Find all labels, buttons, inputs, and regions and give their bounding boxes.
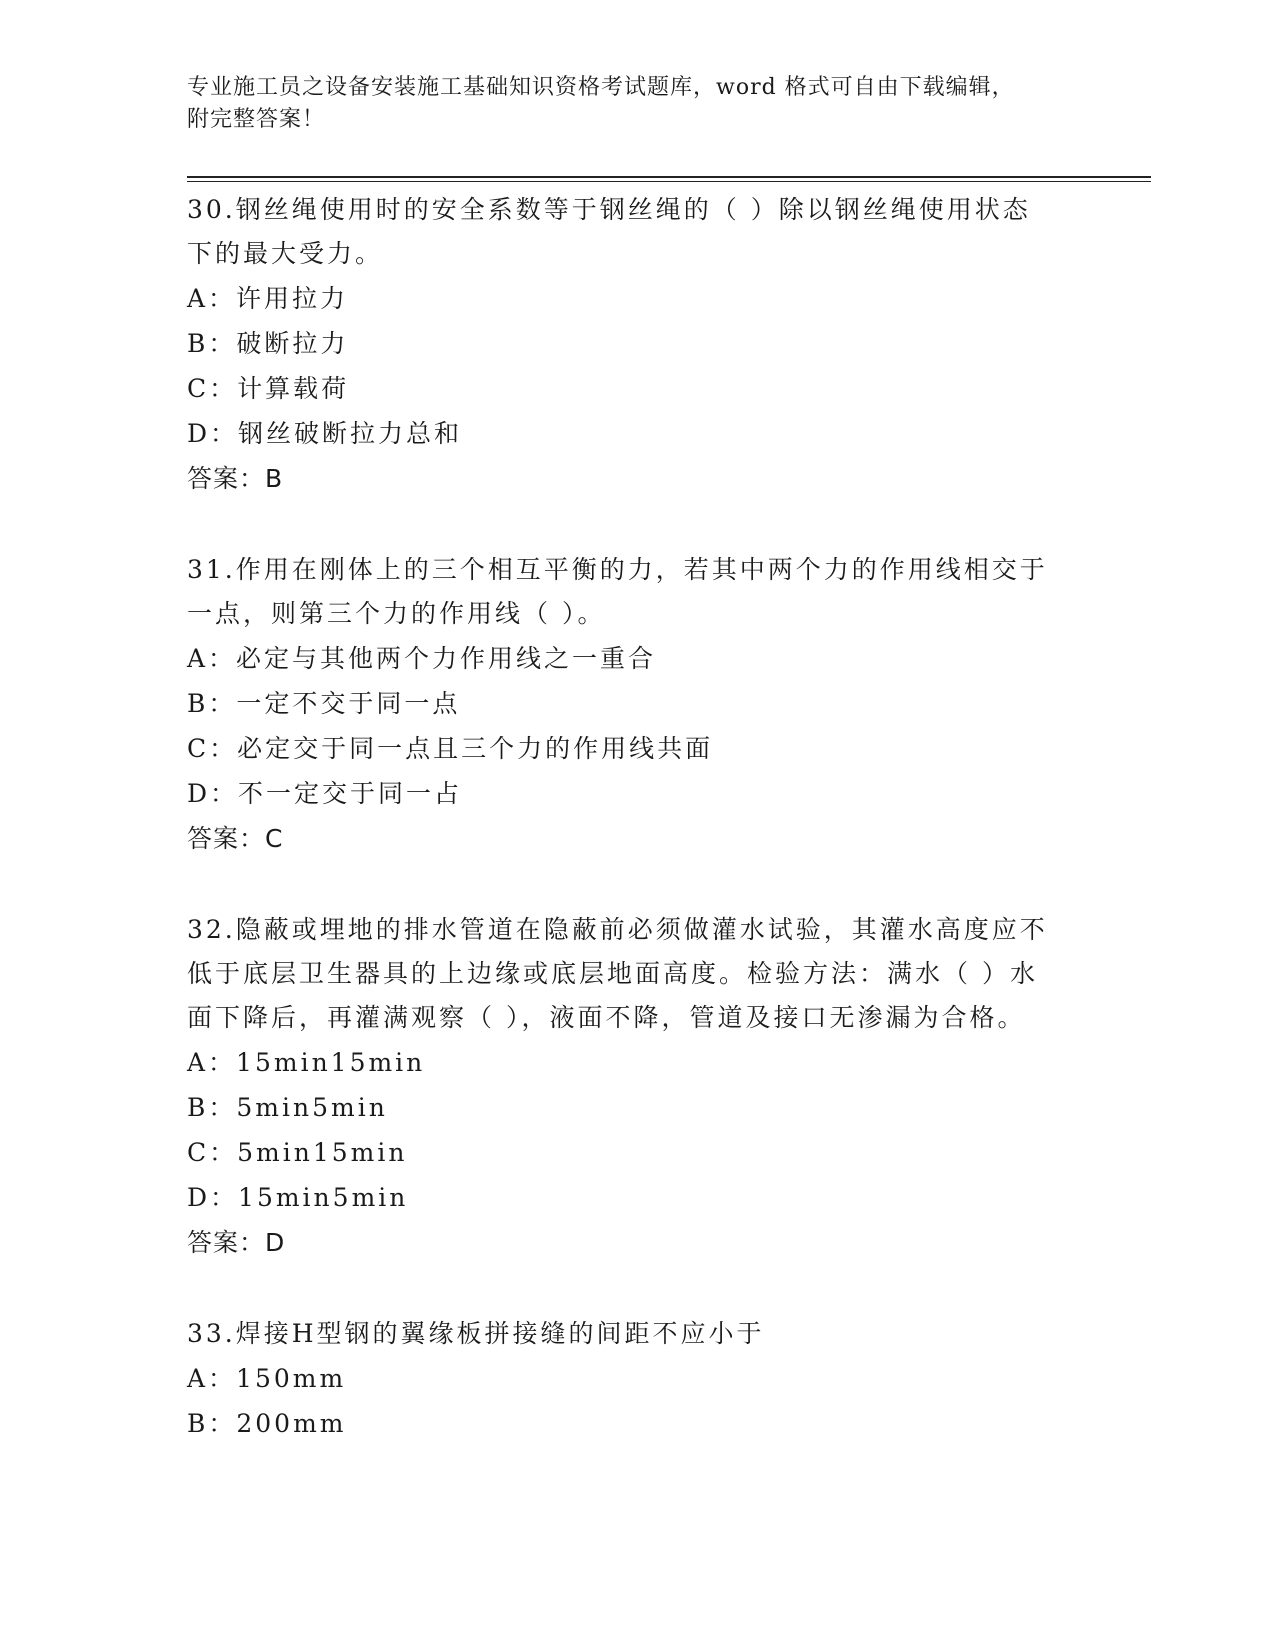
option-d: D：不一定交于同一占 (187, 779, 463, 808)
header-divider-thick (187, 176, 1151, 178)
option-b: B：5min5min (187, 1093, 388, 1122)
question-stem-line: 面下降后，再灌满观察（ ），液面不降，管道及接口无渗漏为合格。 (187, 1003, 1026, 1032)
question-stem-line: 低于底层卫生器具的上边缘或底层地面高度。检验方法：满水（ ）水 (187, 959, 1038, 988)
answer: 答案：C (187, 824, 284, 853)
option-c: C：5min15min (187, 1138, 408, 1167)
option-c: C：必定交于同一点且三个力的作用线共面 (187, 734, 714, 763)
option-d: D：15min5min (187, 1183, 409, 1212)
question-33 (187, 1312, 1087, 1446)
question-stem-line: 下的最大受力。 (187, 239, 384, 268)
question-31 (187, 548, 1087, 862)
option-a: A：许用拉力 (187, 284, 349, 313)
answer: 答案：D (187, 1228, 286, 1257)
answer: 答案：B (187, 464, 284, 493)
question-stem-line: 30.钢丝绳使用时的安全系数等于钢丝绳的（ ）除以钢丝绳使用状态 (187, 195, 1031, 224)
header-divider-thin (187, 181, 1151, 182)
header-line-1: 专业施工员之设备安装施工基础知识资格考试题库，word 格式可自由下载编辑， (187, 75, 1015, 100)
option-b: B：200mm (187, 1409, 347, 1438)
question-stem-line: 一点，则第三个力的作用线（ ）。 (187, 599, 606, 628)
option-c: C：计算载荷 (187, 374, 350, 403)
option-d: D：钢丝破断拉力总和 (187, 419, 463, 448)
question-stem-line: 33.焊接H型钢的翼缘板拼接缝的间距不应小于 (187, 1319, 765, 1348)
option-b: B：一定不交于同一点 (187, 689, 461, 718)
document-header (187, 72, 1087, 136)
option-b: B：破断拉力 (187, 329, 349, 358)
question-30 (187, 188, 1087, 502)
option-a: A：150mm (187, 1364, 347, 1393)
option-a: A：15min15min (187, 1048, 426, 1077)
header-line-2: 附完整答案！ (187, 107, 326, 132)
question-32 (187, 908, 1087, 1266)
question-list (187, 188, 1087, 1492)
question-stem-line: 32.隐蔽或埋地的排水管道在隐蔽前必须做灌水试验，其灌水高度应不 (187, 915, 1048, 944)
question-stem-line: 31.作用在刚体上的三个相互平衡的力，若其中两个力的作用线相交于 (187, 555, 1048, 584)
option-a: A：必定与其他两个力作用线之一重合 (187, 644, 657, 673)
